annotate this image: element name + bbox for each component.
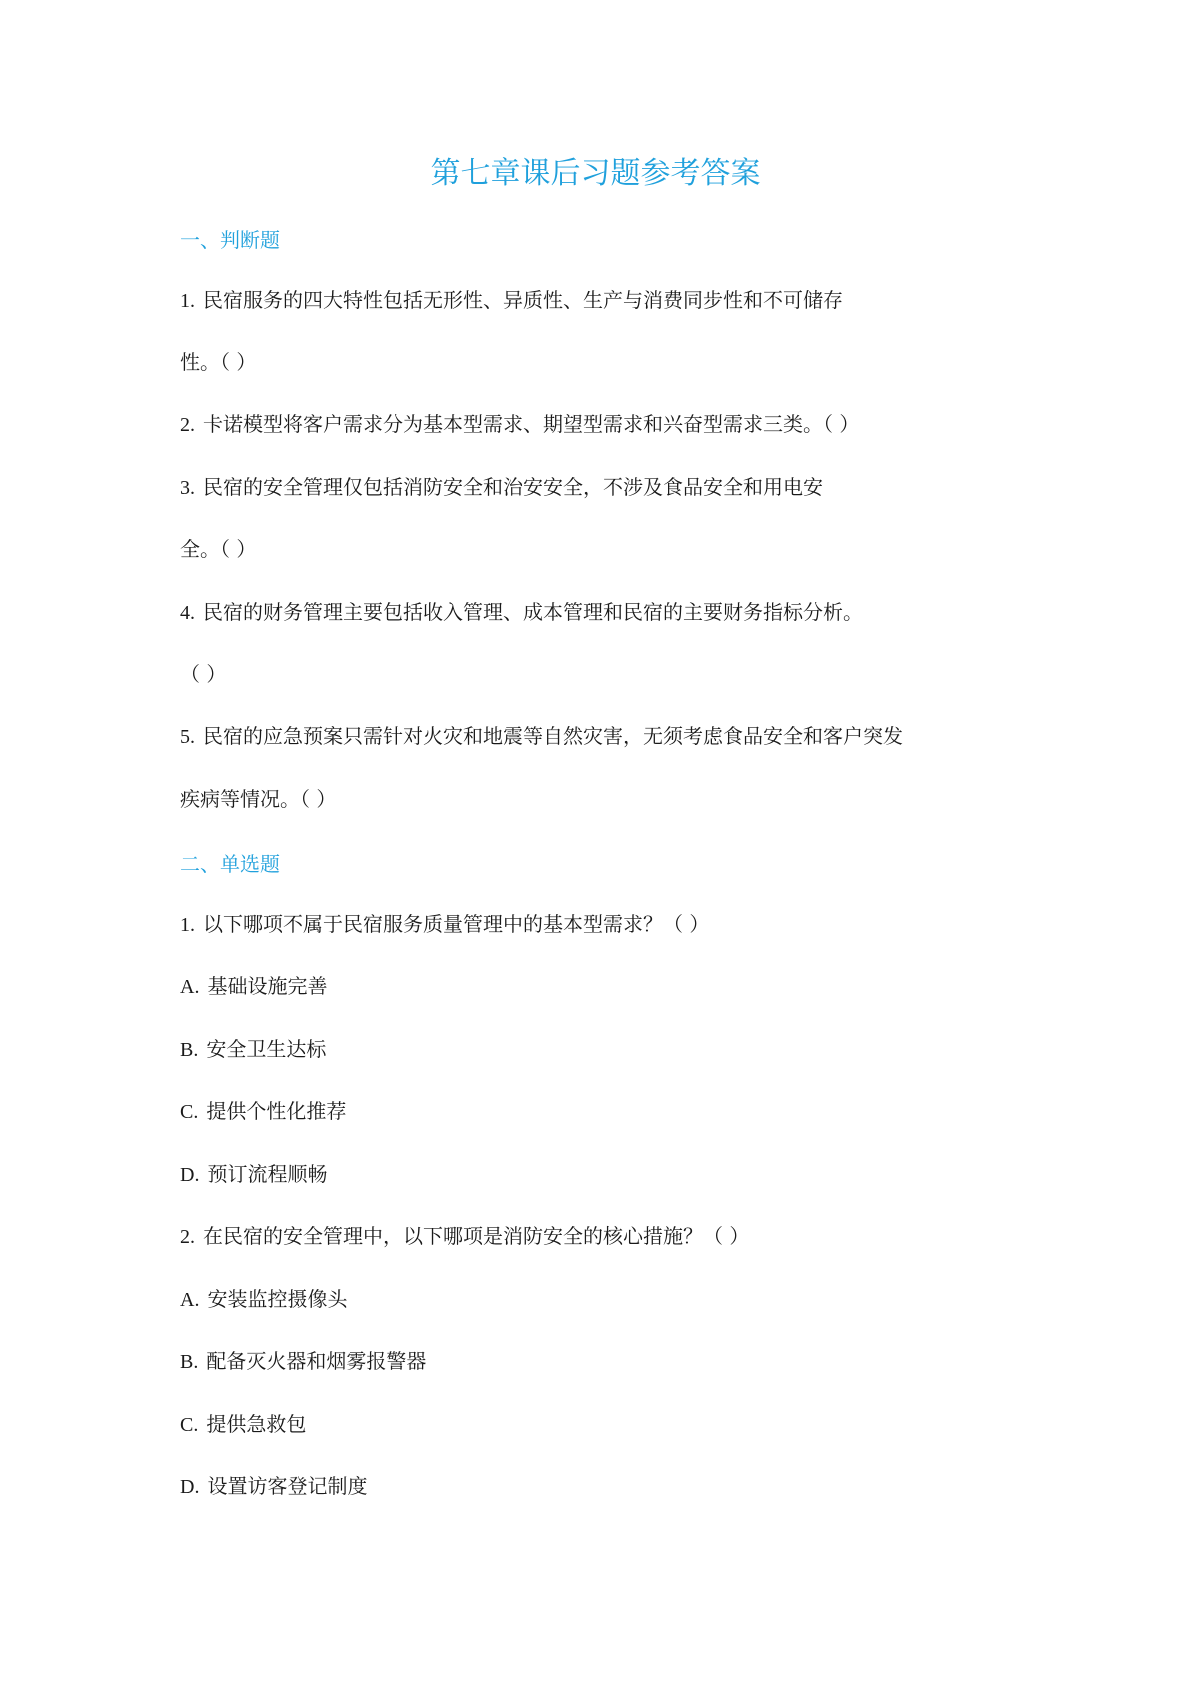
question-text: 民宿的财务管理主要包括收入管理、成本管理和民宿的主要财务指标分析。 — [203, 600, 863, 624]
question-1-line-2: 性。（ ） — [180, 350, 257, 374]
mc-question-1 — [180, 910, 709, 939]
option-d — [180, 1472, 367, 1501]
question-3-line-2: 全。（ ） — [180, 537, 257, 561]
option-text: 设置访客登记制度 — [207, 1474, 368, 1498]
option-text: 提供急救包 — [206, 1412, 307, 1436]
option-c — [180, 1410, 306, 1439]
section-heading-single-choice: 二、单选题 — [180, 852, 280, 876]
option-letter: D. — [180, 1164, 200, 1186]
question-5-line-1 — [180, 722, 903, 751]
section-heading-true-false: 一、判断题 — [180, 228, 280, 252]
option-letter: B. — [180, 1039, 199, 1061]
mc-question-2 — [180, 1222, 749, 1251]
option-letter: C. — [180, 1101, 199, 1123]
question-text: 卡诺模型将客户需求分为基本型需求、期望型需求和兴奋型需求三类。（ ） — [203, 412, 860, 436]
question-number: 5. — [180, 726, 195, 748]
option-letter: A. — [180, 976, 200, 998]
option-text: 提供个性化推荐 — [206, 1099, 347, 1123]
question-number: 1. — [180, 290, 195, 312]
option-a — [180, 1285, 347, 1314]
question-text: 民宿的应急预案只需针对火灾和地震等自然灾害，无须考虑食品安全和客户突发 — [203, 724, 903, 748]
question-text: 民宿的安全管理仅包括消防安全和治安安全，不涉及食品安全和用电安 — [203, 475, 823, 499]
option-text: 安全卫生达标 — [206, 1037, 327, 1061]
question-2-line-1 — [180, 410, 859, 439]
option-text: 安装监控摄像头 — [207, 1287, 348, 1311]
question-number: 4. — [180, 602, 195, 624]
option-text: 预订流程顺畅 — [207, 1162, 328, 1186]
question-1-line-1 — [180, 286, 843, 315]
question-4-line-1 — [180, 598, 863, 627]
option-d — [180, 1160, 327, 1189]
page-title: 第七章课后习题参考答案 — [430, 156, 761, 191]
option-a — [180, 972, 327, 1001]
option-letter: C. — [180, 1414, 199, 1436]
question-number: 2. — [180, 1226, 195, 1248]
option-b — [180, 1347, 426, 1376]
option-letter: D. — [180, 1476, 200, 1498]
question-text: 民宿服务的四大特性包括无形性、异质性、生产与消费同步性和不可储存 — [203, 288, 843, 312]
option-b — [180, 1035, 326, 1064]
option-text: 配备灭火器和烟雾报警器 — [206, 1349, 427, 1373]
question-text: 以下哪项不属于民宿服务质量管理中的基本型需求？（ ） — [203, 912, 710, 936]
question-number: 2. — [180, 414, 195, 436]
option-text: 基础设施完善 — [207, 974, 328, 998]
question-text: 在民宿的安全管理中，以下哪项是消防安全的核心措施？（ ） — [203, 1224, 750, 1248]
question-5-line-2: 疾病等情况。（ ） — [180, 787, 337, 811]
option-letter: A. — [180, 1289, 200, 1311]
option-c — [180, 1097, 346, 1126]
question-number: 1. — [180, 914, 195, 936]
option-letter: B. — [180, 1351, 199, 1373]
question-number: 3. — [180, 477, 195, 499]
question-4-line-2: （ ） — [180, 662, 227, 686]
question-3-line-1 — [180, 473, 823, 502]
